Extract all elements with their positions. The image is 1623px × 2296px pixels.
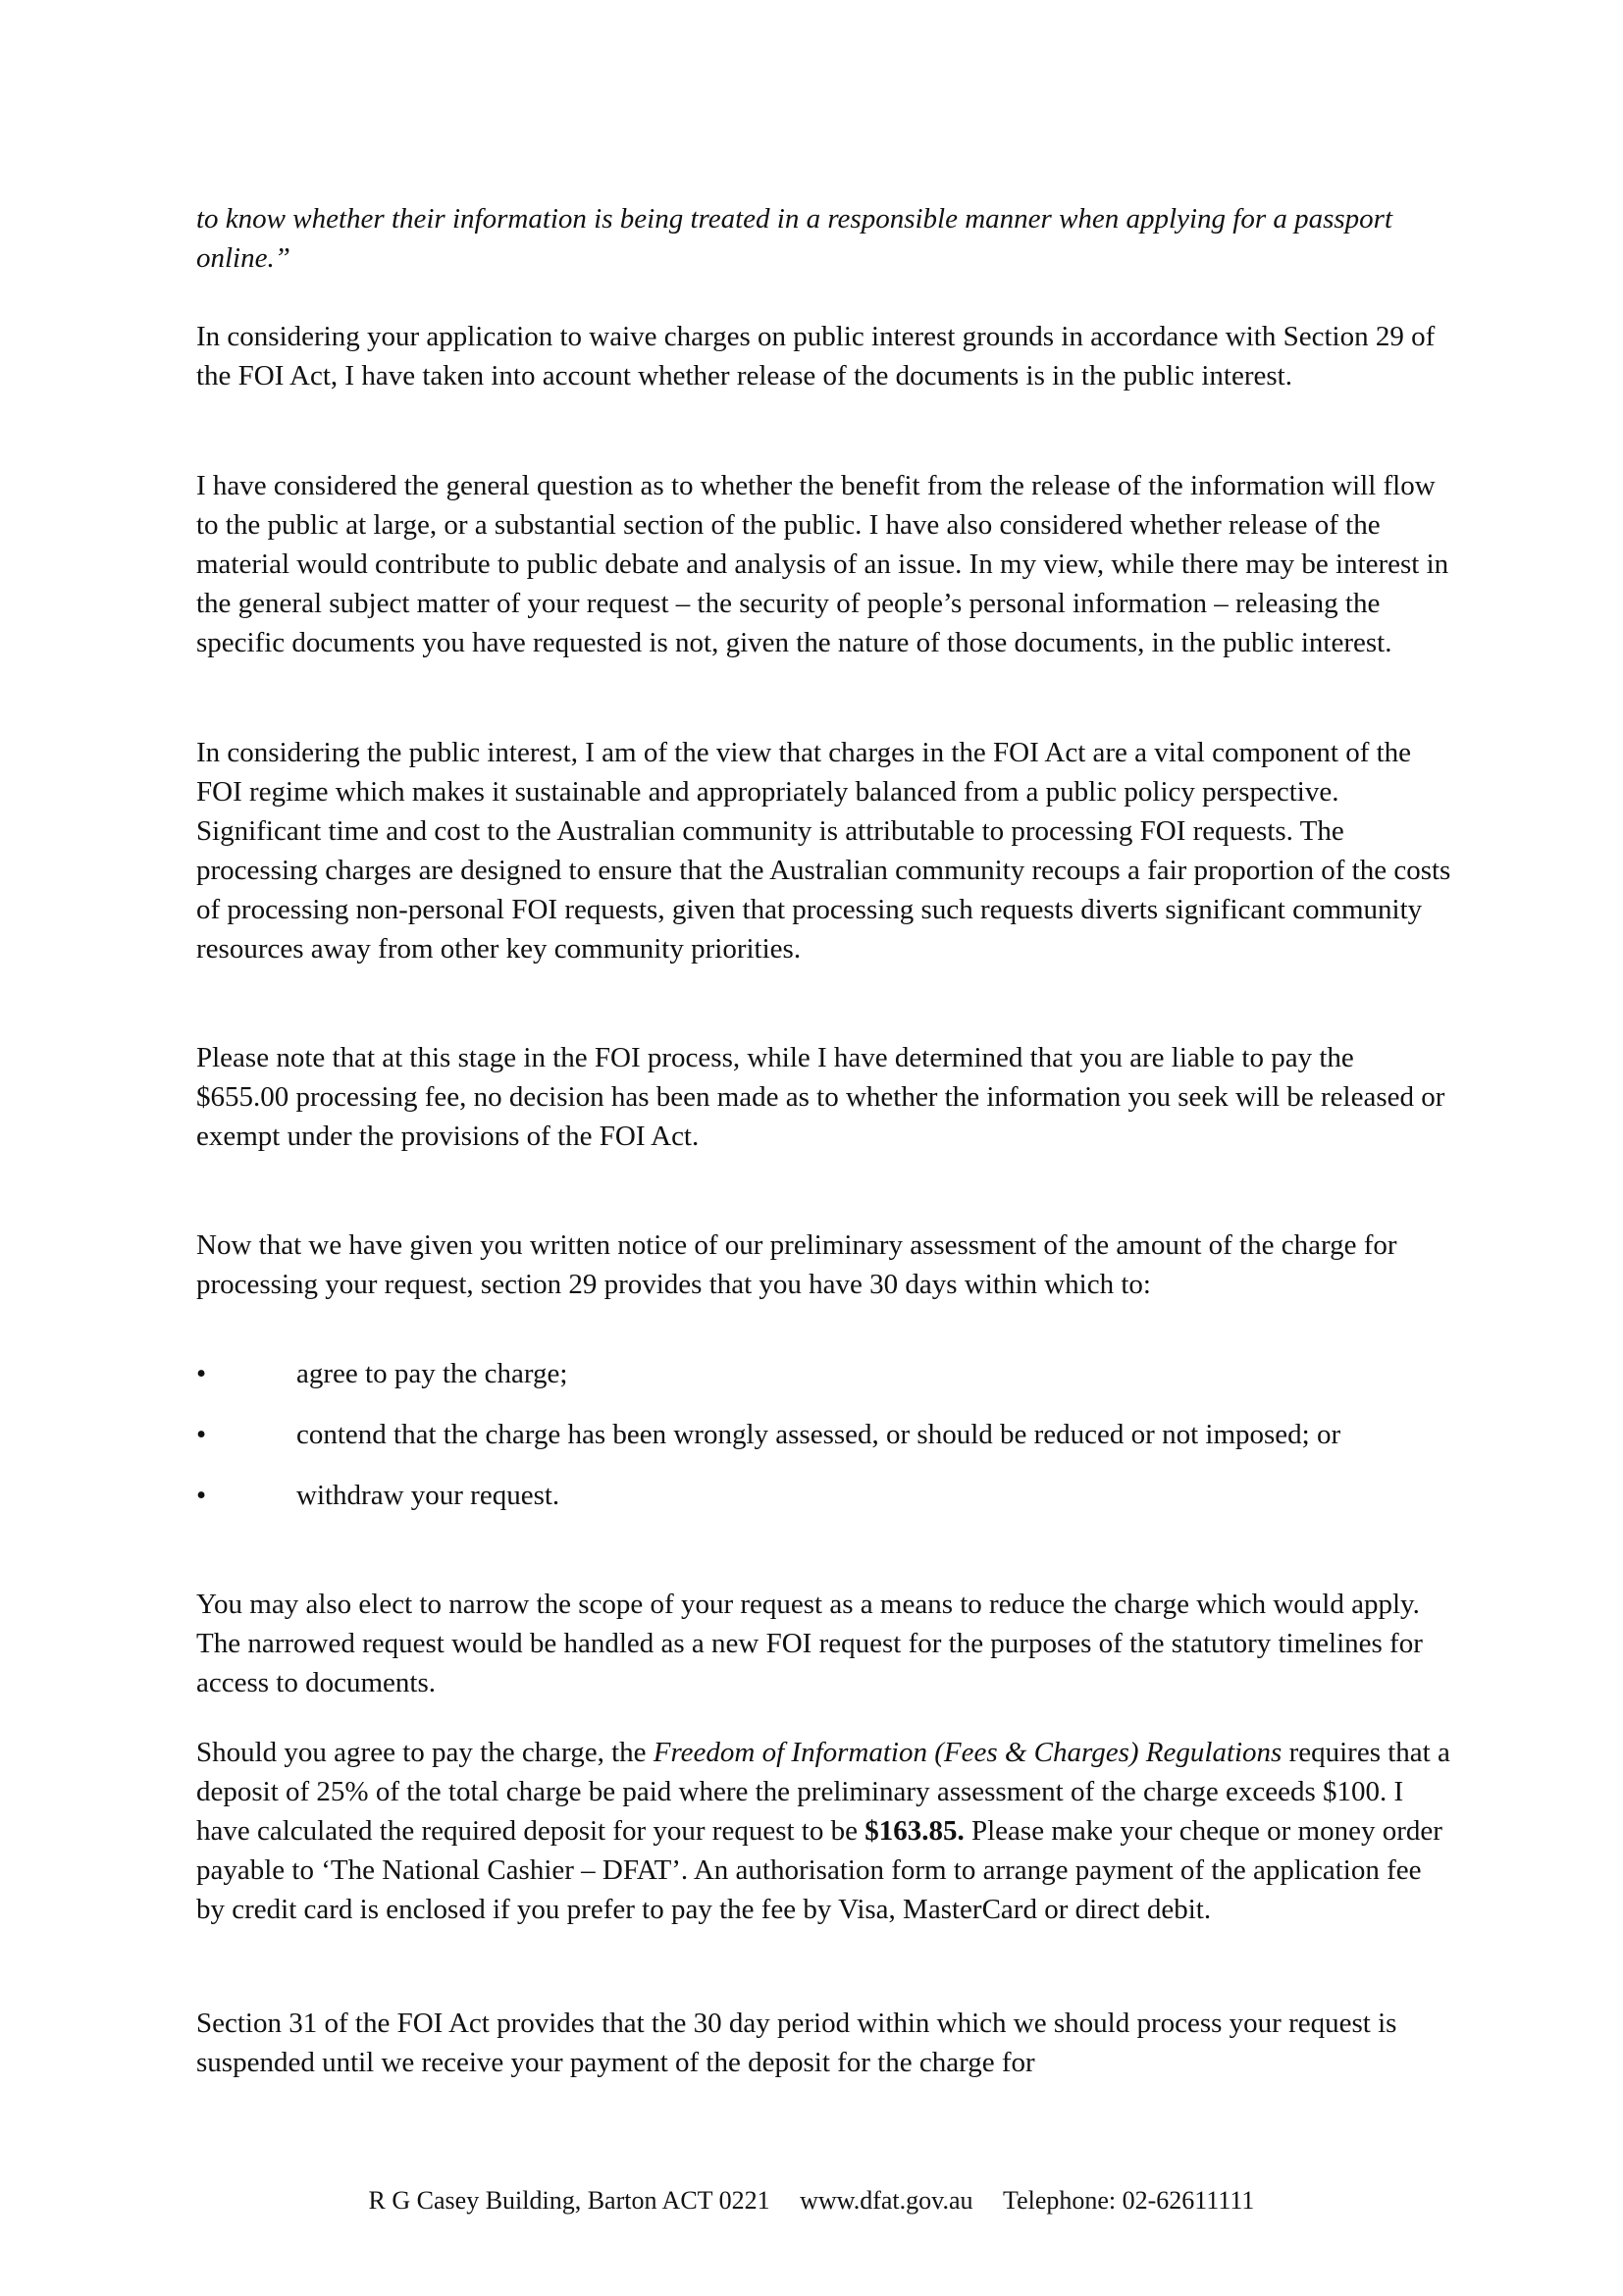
list-item bbox=[196, 1415, 1452, 1454]
paragraph-deposit bbox=[196, 1733, 1452, 1929]
paragraph-public-interest-waiver: In considering your application to waive charges on public interest grounds in accordance with Section 29 of the FOI Act, I have taken into account whether release of the documents is in the public interest. bbox=[196, 321, 1436, 391]
quote-continuation: to know whether their information is being treated in a responsible manner when applying for a passport online.” bbox=[196, 203, 1393, 274]
list-item bbox=[196, 1354, 1452, 1393]
deposit-text-c: Please make your cheque or money order payable to ‘The National Cashier – DFAT’. An authorisation form to arrange payment of the application fee by credit card is enclosed if you prefer to pay the fee by Visa, MasterCard or direct debit. bbox=[196, 1815, 1442, 1925]
paragraph-benefit-consideration: I have considered the general question as to whether the benefit from the release of the information will flow to the public at large, or a substantial section of the public. I have also considered whether release of the material would contribute to public debate and analysis of an issue. In my view, while there may be interest in the general subject matter of your request – the security of people’s personal information – releasing the specific documents you have requested is not, given the nature of those documents, in the public interest. bbox=[196, 470, 1449, 658]
footer-telephone: Telephone: 02-62611111 bbox=[1003, 2186, 1255, 2215]
footer-address: R G Casey Building, Barton ACT 0221 bbox=[368, 2186, 770, 2215]
list-item bbox=[196, 1476, 1452, 1515]
deposit-text-b: requires that a deposit of 25% of the total charge be paid where the preliminary assessment of the charge exceeds $100. I have calculated the required deposit for your request to be bbox=[196, 1737, 1450, 1847]
paragraph-charges-vital: In considering the public interest, I am of the view that charges in the FOI Act are a vital component of the FOI regime which makes it sustainable and appropriately balanced from a public policy perspective. Significant time and cost to the Australian community is attributable to processing FOI requests. The processing charges are designed to ensure that the Australian community recoups a fair proportion of the costs of processing non-personal FOI requests, given that processing such requests diverts significant community resources away from other key community priorities. bbox=[196, 737, 1451, 965]
footer-website: www.dfat.gov.au bbox=[800, 2186, 973, 2215]
paragraph-narrow-scope: You may also elect to narrow the scope of your request as a means to reduce the charge which would apply. The narrowed request would be handled as a new FOI request for the purposes of the statutory timelines for access to documents. bbox=[196, 1589, 1423, 1698]
regulations-title: Freedom of Information (Fees & Charges) Regulations bbox=[653, 1737, 1283, 1768]
bullet-icon: • bbox=[196, 1419, 207, 1450]
paragraph-section-31: Section 31 of the FOI Act provides that the 30 day period within which we should process your request is suspended until we receive your payment of the deposit for the charge for bbox=[196, 2008, 1397, 2078]
bullet-icon: • bbox=[196, 1358, 207, 1389]
paragraph-written-notice: Now that we have given you written notice of our preliminary assessment of the amount of the charge for processing your request, section 29 provides that you have 30 days within which to: bbox=[196, 1229, 1397, 1300]
bullet-icon: • bbox=[196, 1480, 207, 1511]
list-item-text: agree to pay the charge; bbox=[296, 1358, 568, 1389]
options-list bbox=[196, 1354, 1452, 1515]
page-footer bbox=[0, 2184, 1623, 2218]
paragraph-liable-to-pay: Please note that at this stage in the FOI process, while I have determined that you are liable to pay the $655.00 processing fee, no decision has been made as to whether the information you seek will be released or exempt under the provisions of the FOI Act. bbox=[196, 1042, 1445, 1152]
deposit-amount: $163.85. bbox=[864, 1815, 965, 1847]
deposit-text-a: Should you agree to pay the charge, the bbox=[196, 1737, 654, 1768]
list-item-text: contend that the charge has been wrongly assessed, or should be reduced or not imposed; or bbox=[296, 1419, 1341, 1450]
list-item-text: withdraw your request. bbox=[296, 1480, 560, 1511]
